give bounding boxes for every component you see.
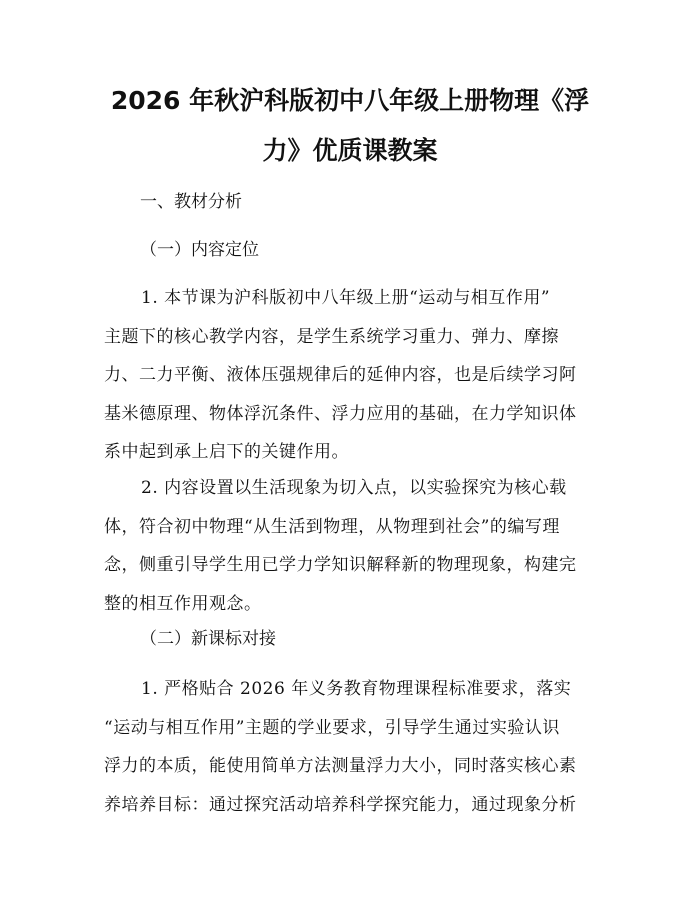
paragraph-3 — [104, 670, 604, 824]
paragraph-line: 主题下的核心教学内容，是学生系统学习重力、弹力、摩擦 — [104, 326, 559, 347]
document-title — [60, 76, 640, 176]
paragraph-2 — [104, 469, 604, 623]
paragraph-line: 体，符合初中物理“从生活到物理，从物理到社会”的编写理 — [104, 516, 560, 537]
paragraph-line: 力、二力平衡、液体压强规律后的延伸内容，也是后续学习阿 — [104, 365, 577, 385]
section-heading-textbook-analysis: 一、教材分析 — [140, 192, 242, 212]
paragraph-line: 整的相互作用观念。 — [104, 593, 262, 614]
paragraph-1 — [104, 279, 604, 472]
subsection-heading-new-curriculum: （二）新课标对接 — [140, 629, 276, 649]
paragraph-line: 浮力的本质，能使用简单方法测量浮力大小，同时落实核心素 — [104, 756, 577, 776]
subsection-heading-content-positioning: （一）内容定位 — [140, 240, 259, 260]
paragraph-line: 基米德原理、物体浮沉条件、浮力应用的基础，在力学知识体 — [104, 403, 577, 424]
paragraph-line: 1. 本节课为沪科版初中八年级上册“运动与相互作用” — [141, 288, 551, 308]
paragraph-line: 2. 内容设置以生活现象为切入点，以实验探究为核心载 — [141, 478, 567, 498]
paragraph-line: 养培养目标：通过探究活动培养科学探究能力，通过现象分析 — [104, 794, 577, 815]
paragraph-line: 系中起到承上启下的关键作用。 — [104, 442, 349, 462]
paragraph-line: 1. 严格贴合 2026 年义务教育物理课程标准要求，落实 — [141, 679, 572, 699]
paragraph-line: 念，侧重引导学生用已学力学知识解释新的物理现象，构建完 — [104, 555, 577, 575]
title-line-1: 2026 年秋沪科版初中八年级上册物理《浮 — [110, 86, 590, 115]
title-line-2: 力》优质课教案 — [262, 136, 438, 165]
paragraph-line: “运动与相互作用”主题的学业要求，引导学生通过实验认识 — [104, 717, 560, 738]
